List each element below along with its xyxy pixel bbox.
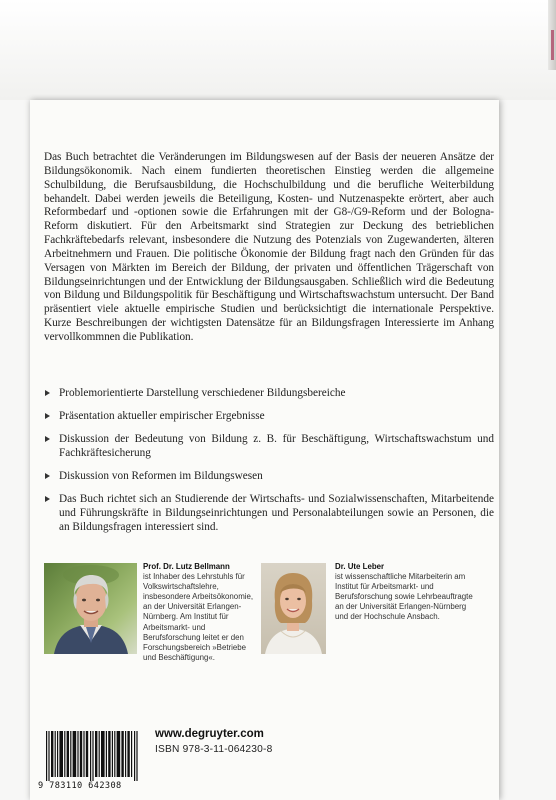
- list-item: Diskussion der Bedeutung von Bildung z. B. für Beschäftigung, Wirtschaftswachstum und Fachkräftesicherung: [44, 432, 494, 460]
- adjacent-book-edge: [548, 0, 556, 70]
- portrait-woman-icon: [261, 563, 326, 654]
- publisher-url: www.degruyter.com: [155, 728, 264, 740]
- author-bio-leber: [335, 562, 475, 623]
- triangle-right-icon: [45, 413, 50, 419]
- background-top: [0, 0, 556, 100]
- author-name: Dr. Ute Leber: [335, 562, 385, 571]
- author-bio-bellmann: [143, 562, 255, 663]
- author-bio-text: ist wissenschaftliche Mitarbeiterin am Institut für Arbeitsmarkt- und Berufsforschung sowie Lehrbeauftragte an der Universität Erlangen-Nürnberg und der Hochschule Ansbach.: [335, 572, 473, 622]
- feature-list: [44, 386, 494, 543]
- author-bio-text: ist Inhaber des Lehrstuhls für Volkswirtschaftslehre, insbesondere Arbeitsökonomie, an der Universität Erlangen-Nürnberg. Am Institut für Arbeitsmarkt- und Berufsforschung leitet er den Forschungsbereich »Betriebe und Beschäftigung«.: [143, 572, 254, 662]
- list-item: Das Buch richtet sich an Studierende der Wirtschafts- und Sozialwissenschaften, Mitarbeitende und Führungskräfte in Bildungseinrichtungen und Personalabteilungen sowie an Personen, die an Bildungsfragen interessiert sind.: [44, 492, 494, 534]
- list-item: Diskussion von Reformen im Bildungswesen: [44, 469, 494, 483]
- triangle-right-icon: [45, 390, 50, 396]
- isbn-label: ISBN 978-3-11-064230-8: [155, 744, 273, 755]
- triangle-right-icon: [45, 496, 50, 502]
- triangle-right-icon: [45, 436, 50, 442]
- barcode-digits: 9 783110 642308: [38, 781, 122, 791]
- author-photo-leber: [261, 563, 326, 654]
- list-item: Problemorientierte Darstellung verschiedener Bildungsbereiche: [44, 386, 494, 400]
- author-name: Prof. Dr. Lutz Bellmann: [143, 562, 230, 571]
- blurb-text: Das Buch betrachtet die Veränderungen im Bildungswesen auf der Basis der neueren Ansätze der Bildungsökonomik. Nach einem fundierten theoretischen Einstieg werden die allgemeine Schulbildung, die Berufsausbildung, die Hochschulbildung und die berufliche Weiterbildung behandelt. Dabei werden jeweils die Beteiligung, Kosten- und Nutzenaspekte erörtert, aber auch Reformbedarf und -optionen sowie die Erfahrungen mit der G8-/G9-Reform und der Bologna-Reform diskutiert. Für den Arbeitsmarkt sind Strategien zur Deckung des betrieblichen Fachkräftebedarfs relevant, insbesondere die Nutzung des Potenzials von Zugewanderten, älteren Arbeitnehmern und Frauen. Die politische Ökonomie der Bildung fragt nach den Gründen für das Versagen von Märkten im Bereich der Bildung, der privaten und öffentlichen Trägerschaft von Bildungseinrichtungen und der Entwicklung der Bildungsausgaben. Schließlich wird die Bedeutung von Bildung und Bildungspolitik für Beschäftigung und Wirtschaftswachstum untersucht. Der Band präsentiert viele aktuelle empirische Studien und berücksichtigt die internationale Perspektive. Kurze Beschreibungen der wichtigsten Datensätze für an Bildungsfragen Interessierte im Anhang vervollkommnen die Publikation.: [44, 151, 494, 343]
- triangle-right-icon: [45, 473, 50, 479]
- author-photo-bellmann: [44, 563, 137, 654]
- barcode-icon: [44, 731, 140, 781]
- list-item: Präsentation aktueller empirischer Ergebnisse: [44, 409, 494, 423]
- portrait-man-icon: [44, 563, 137, 654]
